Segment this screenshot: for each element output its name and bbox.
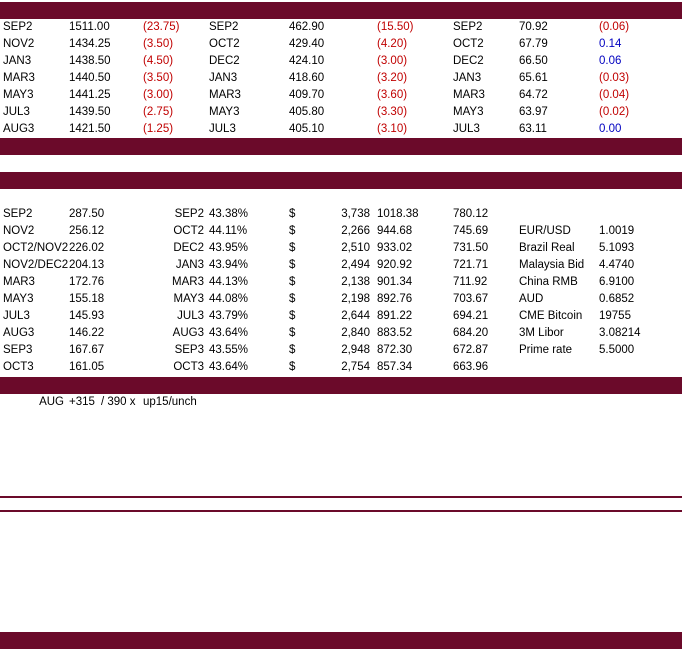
table-cell: 167.67 <box>69 344 105 356</box>
table-cell: (3.50) <box>143 72 174 84</box>
table-cell: 663.96 <box>453 361 489 373</box>
table-cell: SEP3 <box>3 344 33 356</box>
table-cell: $ <box>289 361 296 373</box>
table-cell: 891.22 <box>377 310 413 322</box>
table-cell: OCT3 <box>173 361 204 373</box>
table-cell: 944.68 <box>377 225 413 237</box>
table-cell: (2.75) <box>143 106 174 118</box>
table-cell: (0.03) <box>599 72 630 84</box>
market-label: CME Bitcoin <box>519 310 583 322</box>
table-cell: MAR3 <box>453 89 485 101</box>
table-cell: $ <box>289 225 296 237</box>
table-cell: 694.21 <box>453 310 489 322</box>
table-cell: 872.30 <box>377 344 413 356</box>
table-cell: (3.50) <box>143 38 174 50</box>
table-cell: 2,948 <box>341 344 370 356</box>
crush-row <box>0 291 682 308</box>
table-cell: (1.25) <box>143 123 174 135</box>
table-cell: JAN3 <box>3 55 32 67</box>
table-cell: JUL3 <box>209 123 236 135</box>
table-cell: 2,138 <box>341 276 370 288</box>
table-cell: JAN3 <box>209 72 238 84</box>
table-cell: 70.92 <box>519 21 548 33</box>
table-cell: 0.00 <box>599 123 622 135</box>
table-cell: MAY3 <box>209 106 240 118</box>
market-label: AUD <box>519 293 544 305</box>
market-label: EUR/USD <box>519 225 571 237</box>
market-value: 3.08214 <box>599 327 641 339</box>
basis-row <box>0 394 682 411</box>
argentina-meal-label <box>60 615 184 632</box>
table-cell: 405.10 <box>289 123 325 135</box>
table-cell: (0.06) <box>599 21 630 33</box>
crush-row <box>0 257 682 274</box>
table-cell: AUG3 <box>3 123 35 135</box>
table-cell: 711.92 <box>453 276 488 288</box>
table-cell: 146.22 <box>69 327 105 339</box>
table-cell: 63.11 <box>519 123 547 135</box>
table-cell: 43.38% <box>209 208 249 220</box>
table-cell: SEP3 <box>174 344 204 356</box>
crush-row <box>0 308 682 325</box>
table-cell: 1438.50 <box>69 55 111 67</box>
market-value: 0.6852 <box>599 293 635 305</box>
price-row <box>0 53 682 70</box>
price-row <box>0 87 682 104</box>
table-cell: 418.60 <box>289 72 325 84</box>
table-cell: $ <box>289 276 296 288</box>
table-cell: 901.34 <box>377 276 413 288</box>
table-cell: 1511.00 <box>69 21 110 33</box>
table-cell: DEC2 <box>173 242 204 254</box>
table-cell: JUL3 <box>3 310 30 322</box>
table-cell: MAR3 <box>3 72 35 84</box>
source-bar <box>0 632 682 649</box>
market-label: China RMB <box>519 276 578 288</box>
table-cell: 684.20 <box>453 327 489 339</box>
table-cell: 2,494 <box>341 259 370 271</box>
market-value: 6.9100 <box>599 276 635 288</box>
table-cell: 1421.50 <box>69 123 111 135</box>
table-cell: 2,198 <box>341 293 370 305</box>
table-cell: 0.06 <box>599 55 622 67</box>
table-cell: 155.18 <box>69 293 105 305</box>
table-cell: $ <box>289 293 296 305</box>
table-cell <box>160 394 284 411</box>
table-cell: 1434.25 <box>69 38 111 50</box>
table-cell: NOV2/DEC2 <box>3 259 69 271</box>
table-cell: OCT2 <box>173 225 204 237</box>
table-cell: 44.08% <box>209 293 249 305</box>
table-cell: SEP2 <box>209 21 239 33</box>
table-cell: OCT2/NOV2 <box>3 242 69 254</box>
table-cell: 0.14 <box>599 38 622 50</box>
table-cell: 2,644 <box>341 310 370 322</box>
table-cell: (3.00) <box>143 89 174 101</box>
price-row <box>0 121 682 138</box>
table-cell: JAN3 <box>175 259 204 271</box>
crush-subheader <box>0 189 682 206</box>
crush-row <box>0 223 682 240</box>
table-cell: 43.94% <box>209 259 249 271</box>
table-cell: 287.50 <box>69 208 105 220</box>
table-cell: MAY3 <box>453 106 484 118</box>
table-cell: 43.95% <box>209 242 249 254</box>
table-cell: MAR3 <box>172 276 204 288</box>
divider <box>0 510 682 512</box>
table-cell: DEC2 <box>453 55 484 67</box>
crush-row <box>0 240 682 257</box>
table-cell: (0.02) <box>599 106 630 118</box>
table-cell: DEC2 <box>209 55 240 67</box>
table-cell: 1441.25 <box>69 89 111 101</box>
table-cell: (4.50) <box>143 55 174 67</box>
spot-fob-label <box>440 615 514 632</box>
table-cell: 161.05 <box>69 361 105 373</box>
table-cell: AUG <box>39 396 64 408</box>
table-cell: 1440.50 <box>69 72 111 84</box>
market-value: 5.1093 <box>599 242 635 254</box>
table-cell: 780.12 <box>453 208 489 220</box>
table-cell: 405.80 <box>289 106 325 118</box>
market-label: Brazil Real <box>519 242 575 254</box>
table-cell: 145.93 <box>69 310 105 322</box>
crush-header <box>0 172 682 189</box>
table-cell: 721.71 <box>453 259 489 271</box>
table-cell: 66.50 <box>519 55 548 67</box>
table-cell: 256.12 <box>69 225 105 237</box>
basis-header <box>0 377 682 394</box>
table-cell: 462.90 <box>289 21 325 33</box>
spread-row <box>0 155 682 172</box>
table-cell: NOV2 <box>3 38 35 50</box>
table-cell: 2,840 <box>341 327 370 339</box>
argentina-meal-value <box>240 615 284 632</box>
table-cell: $ <box>289 310 296 322</box>
table-cell: (3.30) <box>377 106 408 118</box>
prices-header <box>0 2 682 19</box>
price-row <box>0 36 682 53</box>
crush-row <box>0 342 682 359</box>
table-cell: 892.76 <box>377 293 413 305</box>
table-cell: 43.55% <box>209 344 249 356</box>
spreads-header <box>0 138 682 155</box>
argentina-oil-value <box>560 615 594 632</box>
table-cell: 43.64% <box>209 361 249 373</box>
table-cell: 65.61 <box>519 72 548 84</box>
table-cell: 703.67 <box>453 293 489 305</box>
table-cell: / 390 x <box>101 396 136 408</box>
table-cell: up15/unch <box>143 396 197 408</box>
table-cell: SEP2 <box>3 21 33 33</box>
table-cell: 2,510 <box>341 242 370 254</box>
table-cell: 63.97 <box>519 106 548 118</box>
price-row <box>0 19 682 36</box>
crush-row <box>0 206 682 223</box>
table-cell: 2,754 <box>341 361 370 373</box>
table-cell: (3.20) <box>377 72 408 84</box>
table-cell: 920.92 <box>377 259 413 271</box>
table-cell: $ <box>289 344 296 356</box>
table-cell: 44.13% <box>209 276 249 288</box>
market-value: 5.5000 <box>599 344 635 356</box>
table-cell: 731.50 <box>453 242 489 254</box>
table-cell: 67.79 <box>519 38 548 50</box>
table-cell: OCT2 <box>209 38 240 50</box>
price-row <box>0 70 682 87</box>
table-cell: (15.50) <box>377 21 414 33</box>
table-cell: $ <box>289 242 296 254</box>
divider <box>0 496 682 498</box>
table-cell: JAN3 <box>453 72 482 84</box>
table-cell: SEP2 <box>453 21 483 33</box>
table-cell: 64.72 <box>519 89 548 101</box>
table-cell: 2,266 <box>341 225 370 237</box>
table-cell: $ <box>289 327 296 339</box>
table-cell: $ <box>289 259 296 271</box>
crush-row <box>0 325 682 342</box>
table-cell: 857.34 <box>377 361 413 373</box>
table-cell: (3.00) <box>377 55 408 67</box>
table-cell: 172.76 <box>69 276 105 288</box>
crush-row <box>0 274 682 291</box>
price-row <box>0 104 682 121</box>
market-value: 1.0019 <box>599 225 635 237</box>
table-cell: 226.02 <box>69 242 105 254</box>
table-cell: MAR3 <box>209 89 241 101</box>
table-cell: OCT3 <box>3 361 34 373</box>
table-cell: 204.13 <box>69 259 105 271</box>
table-cell: AUG3 <box>172 327 204 339</box>
table-cell: (0.04) <box>599 89 630 101</box>
table-cell: SEP2 <box>174 208 204 220</box>
market-label: Malaysia Bid <box>519 259 585 271</box>
market-value: 19755 <box>599 310 631 322</box>
table-cell: MAY3 <box>3 89 34 101</box>
table-cell: 43.79% <box>209 310 249 322</box>
table-cell: 424.10 <box>289 55 325 67</box>
table-cell: JUL3 <box>3 106 30 118</box>
table-cell: (3.60) <box>377 89 408 101</box>
market-label: 3M Libor <box>519 327 564 339</box>
table-cell: SEP2 <box>3 208 33 220</box>
market-label: Prime rate <box>519 344 573 356</box>
table-cell: 1018.38 <box>377 208 419 220</box>
table-cell: (23.75) <box>143 21 180 33</box>
table-cell: MAY3 <box>173 293 204 305</box>
table-cell: NOV2 <box>3 225 35 237</box>
market-value: 4.4740 <box>599 259 635 271</box>
table-cell: 1439.50 <box>69 106 111 118</box>
table-cell: 933.02 <box>377 242 413 254</box>
table-cell: 672.87 <box>453 344 489 356</box>
table-cell: (4.20) <box>377 38 408 50</box>
argentina-row <box>0 615 682 632</box>
crush-row <box>0 359 682 376</box>
table-cell: $ <box>289 208 296 220</box>
table-cell: AUG3 <box>3 327 35 339</box>
table-cell: MAY3 <box>3 293 34 305</box>
table-cell: JUL3 <box>177 310 204 322</box>
table-cell: OCT2 <box>453 38 484 50</box>
table-cell: 429.40 <box>289 38 325 50</box>
table-cell: +315 <box>69 396 95 408</box>
table-cell: JUL3 <box>453 123 480 135</box>
table-cell: 883.52 <box>377 327 413 339</box>
table-cell: MAR3 <box>3 276 35 288</box>
brazil-titles <box>0 513 682 530</box>
table-cell: 745.69 <box>453 225 489 237</box>
table-cell: 44.11% <box>209 225 248 237</box>
table-cell: 409.70 <box>289 89 325 101</box>
table-cell: 43.64% <box>209 327 249 339</box>
table-cell: 3,738 <box>341 208 370 220</box>
table-cell: (3.10) <box>377 123 408 135</box>
